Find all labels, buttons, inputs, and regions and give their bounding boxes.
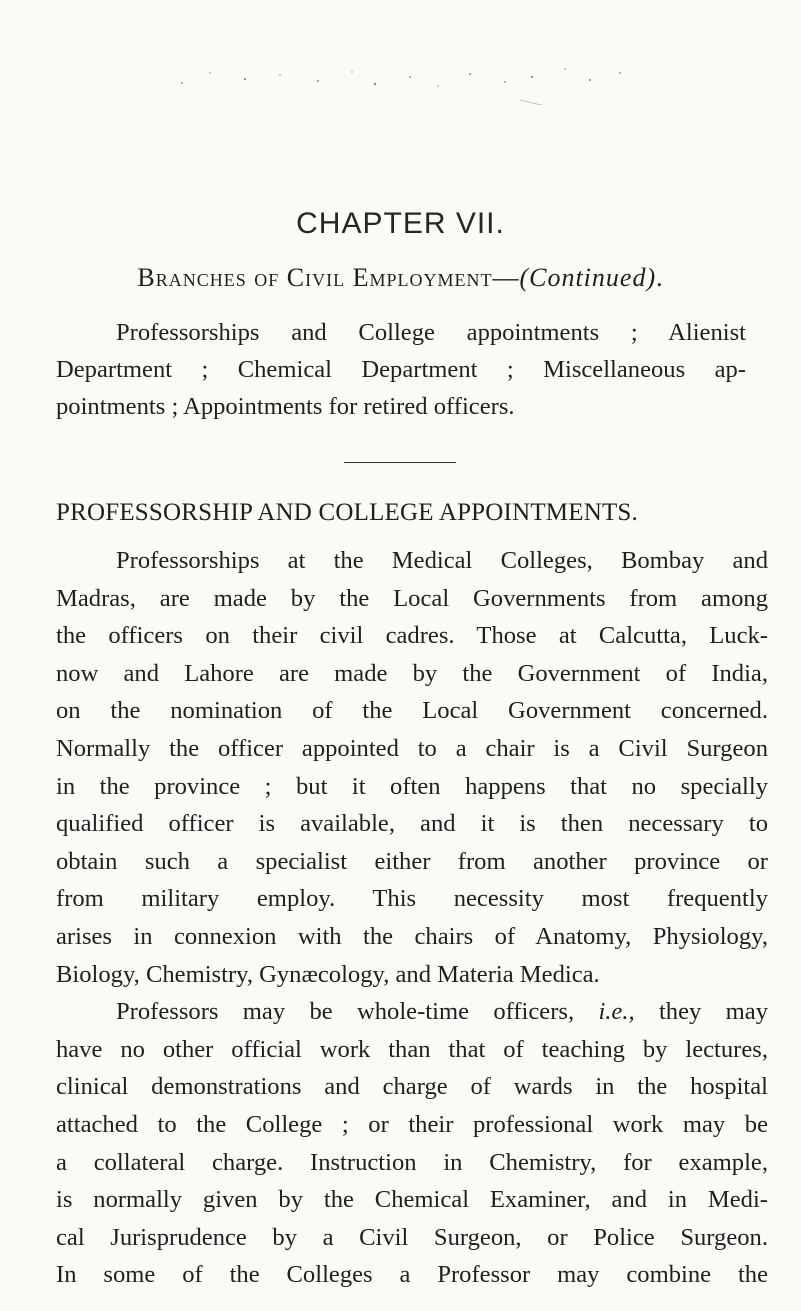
paragraph-line: on the nomination of the Local Government concerned. (56, 697, 768, 725)
paragraph-line: arises in connexion with the chairs of Anatomy, Physiology, (56, 922, 768, 950)
paragraph-line: is normally given by the Chemical Examiner, and in Medi- (56, 1186, 768, 1214)
paragraph-line: cal Jurisprudence by a Civil Surgeon, or Police Surgeon. (56, 1223, 768, 1251)
paragraph-line: Biology, Chemistry, Gynæcology, and Materia Medica. (56, 960, 600, 988)
paragraph-line: a collateral charge. Instruction in Chemistry, for example, (56, 1148, 768, 1176)
paragraph-line: attached to the College ; or their professional work may be (56, 1110, 768, 1138)
paragraph-line: now and Lahore are made by the Government of India, (56, 659, 768, 687)
paragraph-1 (56, 542, 768, 993)
paragraph-line: have no other official work than that of teaching by lectures, (56, 1035, 768, 1063)
paragraph-line: Normally the officer appointed to a chair is a Civil Surgeon (56, 734, 768, 762)
paragraph-line: in the province ; but it often happens that no specially (56, 772, 768, 800)
paragraph-2-line-1-italic: i.e., (598, 998, 635, 1026)
paragraph-2-line-1-start: Professors may be whole-time officers, (116, 998, 599, 1026)
subtitle-continued: (Continued) (519, 263, 657, 292)
paragraph-line: from military employ. This necessity most frequently (56, 885, 768, 913)
subtitle-end: . (656, 263, 664, 292)
paragraph-line: Professorships at the Medical Colleges, Bombay and (116, 547, 768, 574)
paragraph-line: clinical demonstrations and charge of wards in the hospital (56, 1073, 768, 1101)
paragraph-2 (56, 993, 768, 1294)
chapter-subtitle (0, 261, 801, 295)
summary-line: Department ; Chemical Department ; Miscellaneous ap- (56, 356, 746, 383)
section-divider (344, 462, 456, 463)
paragraph-line: the officers on their civil cadres. Those at Calcutta, Luck- (56, 622, 768, 650)
paper-speckle-decoration (170, 55, 640, 105)
subtitle-dash: — (492, 263, 520, 292)
paragraph-line: Madras, are made by the Local Governments from among (56, 584, 768, 612)
paragraph-2-line-1-end: they may (634, 998, 768, 1026)
paragraph-line: qualified officer is available, and it is then necessary to (56, 810, 768, 838)
subtitle-main: Branches of Civil Employment (137, 263, 493, 292)
paragraph-line: In some of the Colleges a Professor may combine the (56, 1261, 768, 1289)
paragraph-line: obtain such a specialist either from another province or (56, 847, 768, 875)
summary-line: Professorships and College appointments ; Alienist (116, 319, 746, 346)
summary-line: pointments ; Appointments for retired officers. (56, 393, 515, 420)
chapter-summary (56, 314, 746, 425)
chapter-heading: CHAPTER VII. (296, 207, 505, 240)
section-heading: PROFESSORSHIP AND COLLEGE APPOINTMENTS. (56, 499, 638, 526)
body-text (56, 542, 768, 1294)
paragraph-line (56, 993, 768, 1031)
